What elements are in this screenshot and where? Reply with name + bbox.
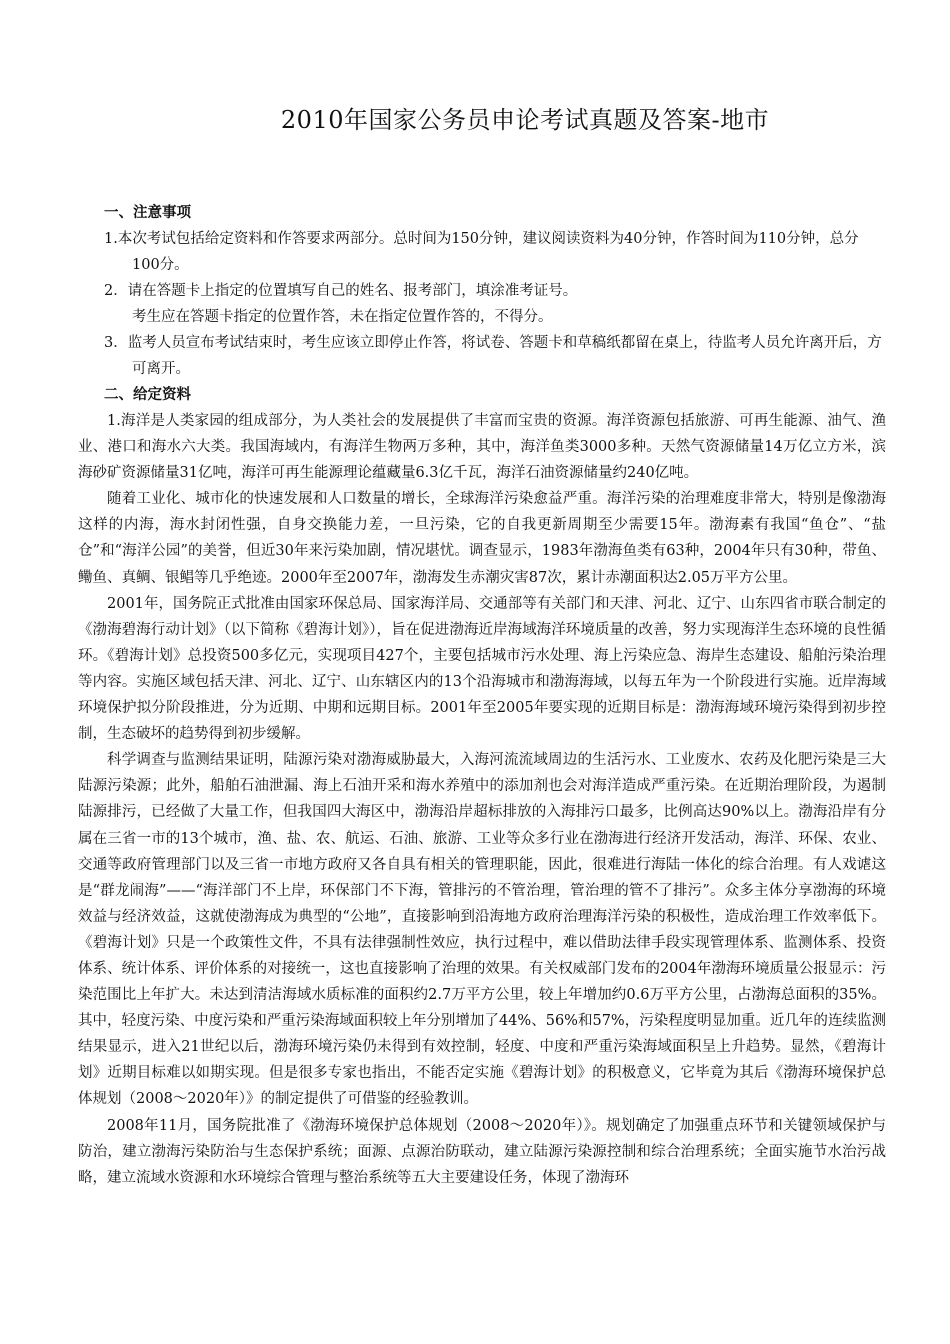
- notice-item-2: 2．请在答题卡上指定的位置填写自己的姓名、报考部门，填涂准考证号。: [104, 283, 578, 299]
- materials-heading: 二、给定资料: [104, 387, 191, 403]
- material-paragraph-2: 随着工业化、城市化的快速发展和人口数量的增长，全球海洋污染愈益严重。海洋污染的治理难度非常大，特别是像渤海这样的内海，海水封闭性强，自身交换能力差，一旦污染，它的自我更新周期至少需要15年。渤海素有我国“鱼仓”、“盐仓”和“海洋公园”的美誉，但近30年来污染加剧，情况堪忧。调查显示，1983年渤海鱼类有63种，2004年只有30种，带鱼、鳓鱼、真鲷、银鲳等几乎绝迹。2000年至2007年，渤海发生赤潮灾害87次，累计赤潮面积达2.05万平方公里。: [78, 491, 886, 586]
- notice-section: [78, 200, 886, 382]
- notice-item-3: 3．监考人员宣布考试结束时，考生应该立即停止作答，将试卷、答题卡和草稿纸都留在桌上，待监考人员允许离开后，方可离开。: [104, 335, 882, 377]
- notice-item-1: 1.本次考试包括给定资料和作答要求两部分。总时间为150分钟，建议阅读资料为40分钟，作答时间为110分钟，总分100分。: [104, 231, 859, 273]
- material-paragraph-4: 科学调查与监测结果证明，陆源污染对渤海威胁最大，入海河流流域周边的生活污水、工业废水、农药及化肥污染是三大陆源污染源；此外，船舶石油泄漏、海上石油开采和海水养殖中的添加剂也会对海洋造成严重污染。在近期治理阶段，为遏制陆源排污，已经做了大量工作，但我国四大海区中，渤海沿岸超标排放的入海排污口最多，比例高达90%以上。渤海沿岸有分属在三省一市的13个城市，渔、盐、农、航运、石油、旅游、工业等众多行业在渤海进行经济开发活动，海洋、环保、农业、交通等政府管理部门以及三省一市地方政府又各自具有相关的管理职能，因此，很难进行海陆一体化的综合治理。有人戏谑这是“群龙闹海”——“海洋部门不上岸，环保部门不下海，管排污的不管治理，管治理的管不了排污”。众多主体分享渤海的环境效益与经济效益，这就使渤海成为典型的“公地”，直接影响到沿海地方政府治理海洋污染的积极性，造成治理工作效率低下。《碧海计划》只是一个政策性文件，不具有法律强制性效应，执行过程中，难以借助法律手段实现管理体系、监测体系、投资体系、统计体系、评价体系的对接统一，这也直接影响了治理的效果。有关权威部门发布的2004年渤海环境质量公报显示：污染范围比上年扩大。未达到清洁海域水质标准的面积约2.7万平方公里，较上年增加约0.6万平方公里，占渤海总面积的35%。其中，轻度污染、中度污染和严重污染海域面积较上年分别增加了44%、56%和57%，污染程度明显加重。近几年的连续监测结果显示，进入21世纪以后，渤海环境污染仍未得到有效控制，轻度、中度和严重污染海域面积呈上升趋势。显然，《碧海计划》近期目标难以如期实现。但是很多专家也指出，不能否定实施《碧海计划》的积极意义，它毕竟为其后《渤海环境保护总体规划（2008～2020年）》的制定提供了可借鉴的经验教训。: [78, 752, 886, 1108]
- notice-heading: 一、注意事项: [104, 205, 191, 221]
- material-paragraph-3: 2001年，国务院正式批准由国家环保总局、国家海洋局、交通部等有关部门和天津、河北、辽宁、山东四省市联合制定的《渤海碧海行动计划》（以下简称《碧海计划》），旨在促进渤海近岸海域海洋环境质量的改善，努力实现海洋生态环境的良性循环。《碧海计划》总投资500多亿元，实现项目427个，主要包括城市污水处理、海上污染应急、海岸生态建设、船舶污染治理等内容。实施区域包括天津、河北、辽宁、山东辖区内的13个沿海城市和渤海海域，以每五年为一个阶段进行实施。近岸海域环境保护拟分阶段推进，分为近期、中期和远期目标。2001年至2005年要实现的近期目标是：渤海海域环境污染得到初步控制，生态破坏的趋势得到初步缓解。: [78, 595, 886, 743]
- material-paragraph-5: 2008年11月，国务院批准了《渤海环境保护总体规划（2008～2020年）》。规划确定了加强重点环节和关键领域保护与防治，建立渤海污染防治与生态保护系统；面源、点源治防联动，建立陆源污染源控制和综合治理系统；全面实施节水治污战略，建立流域水资源和水环境综合管理与整治系统等五大主要建设任务，体现了渤海环: [78, 1117, 886, 1186]
- material-paragraph-1: 1.海洋是人类家园的组成部分，为人类社会的发展提供了丰富而宝贵的资源。海洋资源包括旅游、可再生能源、油气、渔业、港口和海水六大类。我国海域内，有海洋生物两万多种，其中，海洋鱼类3000多种。天然气资源储量14万亿立方米，滨海砂矿资源储量31亿吨，海洋可再生能源理论蕴藏量6.3亿千瓦，海洋石油资源储量约240亿吨。: [78, 413, 886, 482]
- document-title: 2010年国家公务员申论考试真题及答案-地市: [280, 106, 770, 134]
- materials-section: [78, 382, 886, 1191]
- notice-item-2-sub: 考生应在答题卡指定的位置作答，未在指定位置作答的，不得分。: [132, 309, 553, 325]
